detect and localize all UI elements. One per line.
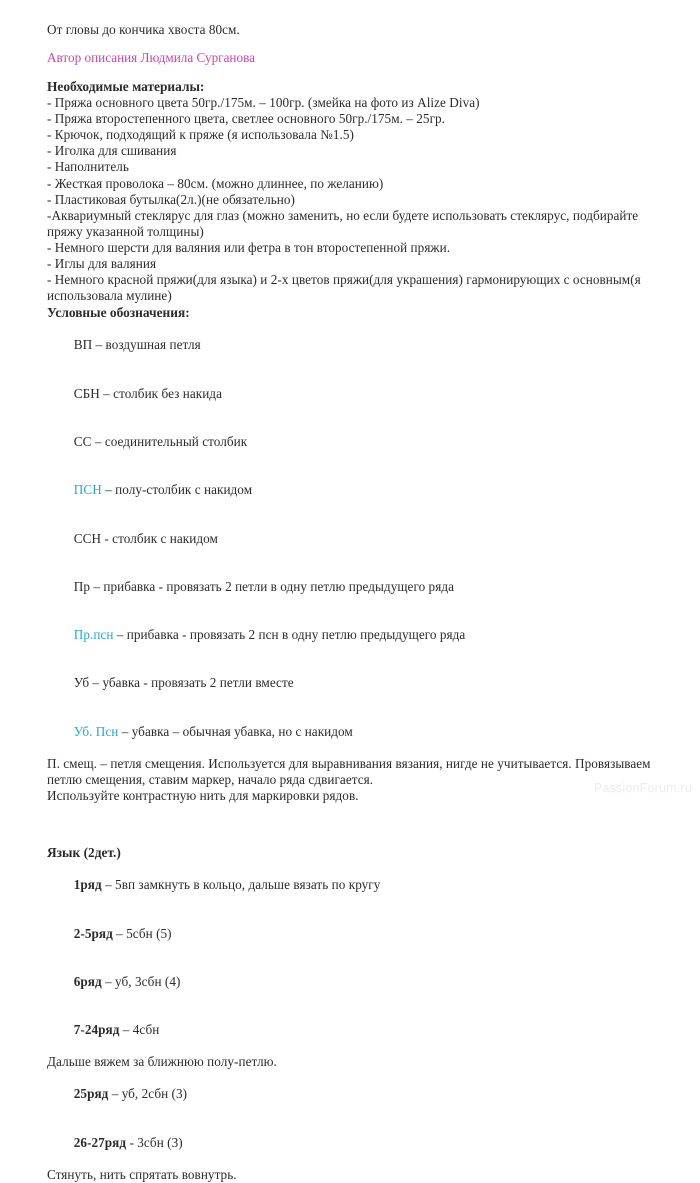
row-desc: – 5вп замкнуть в кольцо, дальше вязать по кругу <box>101 877 381 893</box>
row-label: 25ряд <box>73 1086 109 1102</box>
abbr-desc: – полу-столбик с накидом <box>101 482 253 498</box>
abbr-desc: – соединительный столбик <box>91 433 248 449</box>
site-watermark: PassionForum.ru <box>593 781 692 795</box>
abbr-term: ПСН <box>73 482 102 498</box>
abbr-term: Пр <box>73 578 90 594</box>
list-item: -Аквариумный стеклярус для глаз (можно заменить, но если будете использовать стеклярус, подбирайте пряжу указанной толщины) <box>47 207 642 239</box>
document-content <box>47 22 677 1183</box>
materials-heading: Необходимые материалы: <box>47 79 205 95</box>
list-item <box>47 1119 677 1167</box>
list-item <box>47 321 677 369</box>
abbr-term: СБН <box>73 385 100 401</box>
tongue-section-heading: Язык (2дет.) <box>47 845 121 861</box>
list-item <box>47 418 677 466</box>
list-item: - Иглы для валяния <box>47 256 157 272</box>
row-desc: – 4сбн <box>119 1022 160 1038</box>
row-label: 7-24ряд <box>73 1022 120 1038</box>
abbr-term: СС <box>73 433 92 449</box>
abbr-term: Уб <box>73 675 90 691</box>
list-item <box>47 958 677 1006</box>
list-item <box>47 659 677 707</box>
list-item: - Пряжа второстепенного цвета, светлее основного 50гр./175м. – 25гр. <box>47 111 446 127</box>
row-label: 26-27ряд <box>73 1134 127 1150</box>
abbr-term: ВП <box>73 337 93 353</box>
abbr-desc: – столбик без накида <box>99 385 222 401</box>
spacer <box>47 38 677 50</box>
abbr-desc: - столбик с накидом <box>101 530 218 546</box>
tongue-mid-note: Дальше вяжем за ближнюю полу-петлю. <box>47 1054 277 1070</box>
abbr-desc: – убавка – обычная убавка, но с накидом <box>118 723 353 739</box>
list-item: - Крючок, подходящий к пряже (я использовала №1.5) <box>47 127 354 143</box>
list-item: - Жесткая проволока – 80см. (можно длиннее, по желанию) <box>47 175 384 191</box>
abbr-desc: – прибавка - провязать 2 псн в одну петлю предыдущего ряда <box>113 627 466 643</box>
list-item <box>47 563 677 611</box>
row-label: 2-5ряд <box>73 925 113 941</box>
row-desc: - 3сбн (3) <box>126 1134 183 1150</box>
row-desc: – 5сбн (5) <box>112 925 172 941</box>
list-item: - Наполнитель <box>47 159 129 175</box>
materials-list <box>47 95 677 304</box>
abbr-term: Пр.псн <box>73 627 114 643</box>
abbreviations-list <box>47 321 677 756</box>
list-item: - Иголка для сшивания <box>47 143 177 159</box>
row-desc: – уб, 3сбн (4) <box>101 973 181 989</box>
tongue-rows-list <box>47 861 677 1054</box>
list-item <box>47 708 677 756</box>
author-credit: Автор описания Людмила Сурганова <box>47 50 255 66</box>
list-item <box>47 370 677 418</box>
intro-line: От гловы до кончика хвоста 80см. <box>47 22 240 37</box>
row-desc: – уб, 2сбн (3) <box>108 1086 188 1102</box>
list-item <box>47 514 677 562</box>
list-item: - Немного шерсти для валяния или фетра в тон второстепенной пряжи. <box>47 239 451 255</box>
row-label: 6ряд <box>73 973 102 989</box>
row-label: 1ряд <box>73 877 102 893</box>
tongue-end-note: Стянуть, нить спрятать вовнутрь. <box>47 1166 237 1182</box>
list-item <box>47 611 677 659</box>
abbr-desc: – воздушная петля <box>92 337 201 353</box>
spacer <box>47 804 677 844</box>
list-item <box>47 1070 677 1118</box>
abbr-desc: – убавка - провязать 2 петли вместе <box>89 675 294 691</box>
abbreviations-heading: Условные обозначения: <box>47 305 190 321</box>
abbr-desc: – прибавка - провязать 2 петли в одну петлю предыдущего ряда <box>90 578 454 594</box>
list-item <box>47 466 677 514</box>
list-item: - Немного красной пряжи(для языка) и 2-х цветов пряжи(для украшения) гармонирующих с основным(я использовала мулине) <box>47 272 645 304</box>
list-item <box>47 861 677 909</box>
spacer <box>47 66 677 78</box>
list-item: - Пластиковая бутылка(2л.)(не обязательно) <box>47 191 295 207</box>
abbr-term: Уб. Псн <box>73 723 119 739</box>
tongue-rows-list-2 <box>47 1070 677 1167</box>
contrast-thread-note: Использyйте контрастную нить для маркировки рядов. <box>47 788 359 804</box>
list-item: - Пряжа основного цвета 50гр./175м. – 100гр. (змейка на фото из Alize Diva) <box>47 95 480 111</box>
shift-stitch-note: П. смещ. – петля смещения. Используется для выравнивания вязания, нигде не учитывается. Провязываем петлю смещения, ставим маркер, начало ряда сдвигается. <box>47 755 654 787</box>
abbr-term: ССН <box>73 530 102 546</box>
list-item <box>47 909 677 957</box>
list-item <box>47 1006 677 1054</box>
